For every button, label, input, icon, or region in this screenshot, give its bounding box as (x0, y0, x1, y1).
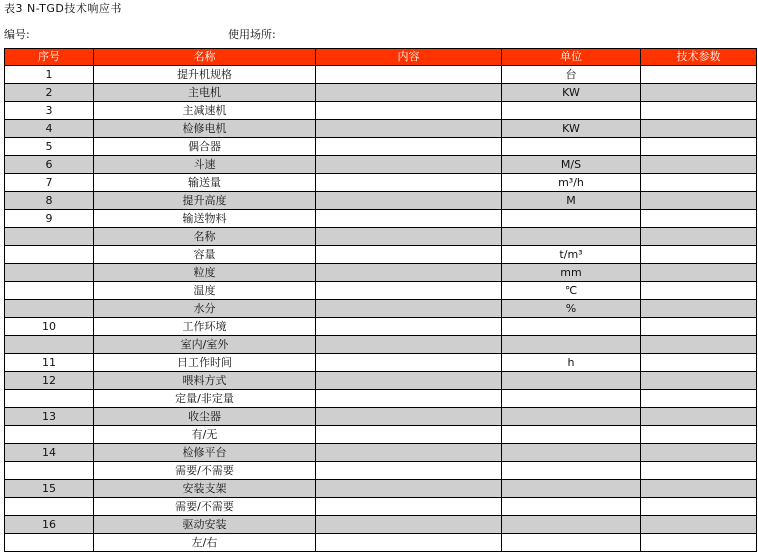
table-row (5, 120, 757, 138)
code-label: 编号: (4, 28, 30, 41)
cell-param (641, 300, 757, 318)
table-row (5, 138, 757, 156)
cell-unit: KW (502, 84, 641, 102)
cell-content (316, 300, 502, 318)
cell-name: 检修电机 (94, 120, 316, 138)
cell-param (641, 444, 757, 462)
cell-name: 需要/不需要 (94, 462, 316, 480)
cell-name: 检修平台 (94, 444, 316, 462)
cell-param (641, 66, 757, 84)
cell-param (641, 318, 757, 336)
cell-name: 工作环境 (94, 318, 316, 336)
header-unit: 单位 (502, 49, 641, 66)
cell-unit (502, 498, 641, 516)
cell-param (641, 498, 757, 516)
cell-name: 水分 (94, 300, 316, 318)
cell-param (641, 84, 757, 102)
cell-no (5, 246, 94, 264)
header-name: 名称 (94, 49, 316, 66)
cell-content (316, 408, 502, 426)
cell-name: 需要/不需要 (94, 498, 316, 516)
table-row (5, 156, 757, 174)
cell-unit: M/S (502, 156, 641, 174)
cell-content (316, 156, 502, 174)
table-row (5, 516, 757, 534)
cell-name: 有/无 (94, 426, 316, 444)
cell-name: 温度 (94, 282, 316, 300)
cell-unit (502, 138, 641, 156)
cell-name: 室内/室外 (94, 336, 316, 354)
table-row (5, 300, 757, 318)
table-row (5, 372, 757, 390)
cell-no: 10 (5, 318, 94, 336)
cell-content (316, 174, 502, 192)
cell-unit (502, 372, 641, 390)
table-row (5, 462, 757, 480)
cell-no: 8 (5, 192, 94, 210)
cell-content (316, 246, 502, 264)
cell-unit (502, 426, 641, 444)
cell-content (316, 462, 502, 480)
cell-unit (502, 480, 641, 498)
table-row (5, 282, 757, 300)
cell-param (641, 192, 757, 210)
cell-no (5, 390, 94, 408)
cell-param (641, 174, 757, 192)
table-row (5, 318, 757, 336)
cell-no: 1 (5, 66, 94, 84)
cell-content (316, 354, 502, 372)
cell-name: 输送量 (94, 174, 316, 192)
cell-param (641, 120, 757, 138)
cell-name: 主减速机 (94, 102, 316, 120)
cell-no: 12 (5, 372, 94, 390)
cell-param (641, 480, 757, 498)
cell-unit: m³/h (502, 174, 641, 192)
cell-name: 收尘器 (94, 408, 316, 426)
cell-param (641, 408, 757, 426)
table-row (5, 390, 757, 408)
cell-content (316, 534, 502, 552)
cell-unit: h (502, 354, 641, 372)
cell-unit (502, 336, 641, 354)
cell-no: 16 (5, 516, 94, 534)
cell-unit (502, 408, 641, 426)
table-row (5, 210, 757, 228)
cell-content (316, 390, 502, 408)
cell-name: 提升机规格 (94, 66, 316, 84)
cell-no (5, 498, 94, 516)
cell-unit: t/m³ (502, 246, 641, 264)
cell-param (641, 156, 757, 174)
table-row (5, 66, 757, 84)
table-row (5, 408, 757, 426)
cell-param (641, 372, 757, 390)
cell-unit (502, 534, 641, 552)
cell-param (641, 534, 757, 552)
header-param: 技术参数 (641, 49, 757, 66)
cell-name: 左/右 (94, 534, 316, 552)
table-body (5, 66, 757, 552)
cell-no: 13 (5, 408, 94, 426)
tech-response-table (4, 48, 757, 552)
cell-param (641, 390, 757, 408)
cell-content (316, 228, 502, 246)
cell-content (316, 444, 502, 462)
table-row (5, 336, 757, 354)
cell-unit (502, 390, 641, 408)
cell-unit (502, 516, 641, 534)
cell-unit: mm (502, 264, 641, 282)
cell-no: 11 (5, 354, 94, 372)
cell-no (5, 462, 94, 480)
cell-unit (502, 102, 641, 120)
cell-content (316, 282, 502, 300)
cell-no: 7 (5, 174, 94, 192)
table-row (5, 192, 757, 210)
cell-param (641, 336, 757, 354)
cell-param (641, 210, 757, 228)
cell-no (5, 228, 94, 246)
cell-no: 2 (5, 84, 94, 102)
cell-unit: KW (502, 120, 641, 138)
cell-name: 安装支架 (94, 480, 316, 498)
cell-content (316, 192, 502, 210)
cell-content (316, 498, 502, 516)
table-row (5, 174, 757, 192)
cell-content (316, 480, 502, 498)
table-row (5, 534, 757, 552)
cell-content (316, 210, 502, 228)
cell-no: 5 (5, 138, 94, 156)
cell-param (641, 282, 757, 300)
cell-name: 喂料方式 (94, 372, 316, 390)
cell-unit: ℃ (502, 282, 641, 300)
cell-name: 名称 (94, 228, 316, 246)
cell-content (316, 336, 502, 354)
cell-no: 15 (5, 480, 94, 498)
header-no: 序号 (5, 49, 94, 66)
table-row (5, 426, 757, 444)
cell-name: 日工作时间 (94, 354, 316, 372)
cell-no (5, 264, 94, 282)
cell-no: 9 (5, 210, 94, 228)
cell-name: 主电机 (94, 84, 316, 102)
cell-no (5, 426, 94, 444)
cell-param (641, 354, 757, 372)
cell-unit (502, 318, 641, 336)
table-header-row (5, 49, 757, 66)
cell-name: 容量 (94, 246, 316, 264)
cell-no: 6 (5, 156, 94, 174)
cell-name: 定量/非定量 (94, 390, 316, 408)
cell-param (641, 264, 757, 282)
cell-unit (502, 228, 641, 246)
table-row (5, 84, 757, 102)
document-title: 表3 N-TGD技术响应书 (4, 2, 122, 15)
cell-unit (502, 462, 641, 480)
site-label: 使用场所: (228, 28, 276, 41)
cell-content (316, 102, 502, 120)
cell-content (316, 84, 502, 102)
table-row (5, 354, 757, 372)
table-row (5, 102, 757, 120)
header-content: 内容 (316, 49, 502, 66)
cell-content (316, 318, 502, 336)
cell-content (316, 264, 502, 282)
table-row (5, 228, 757, 246)
cell-param (641, 102, 757, 120)
cell-param (641, 426, 757, 444)
cell-unit: M (502, 192, 641, 210)
cell-param (641, 516, 757, 534)
table-row (5, 480, 757, 498)
cell-name: 斗速 (94, 156, 316, 174)
cell-param (641, 246, 757, 264)
cell-no (5, 336, 94, 354)
cell-no: 3 (5, 102, 94, 120)
cell-no: 14 (5, 444, 94, 462)
table-row (5, 264, 757, 282)
cell-no (5, 282, 94, 300)
cell-unit (502, 210, 641, 228)
cell-name: 粒度 (94, 264, 316, 282)
cell-content (316, 516, 502, 534)
cell-content (316, 372, 502, 390)
cell-name: 驱动安装 (94, 516, 316, 534)
cell-content (316, 66, 502, 84)
cell-unit (502, 444, 641, 462)
cell-content (316, 138, 502, 156)
cell-name: 偶合器 (94, 138, 316, 156)
cell-unit: % (502, 300, 641, 318)
table-row (5, 498, 757, 516)
cell-no: 4 (5, 120, 94, 138)
cell-param (641, 138, 757, 156)
cell-name: 输送物料 (94, 210, 316, 228)
cell-param (641, 228, 757, 246)
table-row (5, 444, 757, 462)
cell-name: 提升高度 (94, 192, 316, 210)
table-row (5, 246, 757, 264)
cell-content (316, 426, 502, 444)
cell-content (316, 120, 502, 138)
cell-no (5, 534, 94, 552)
cell-unit: 台 (502, 66, 641, 84)
cell-no (5, 300, 94, 318)
cell-param (641, 462, 757, 480)
